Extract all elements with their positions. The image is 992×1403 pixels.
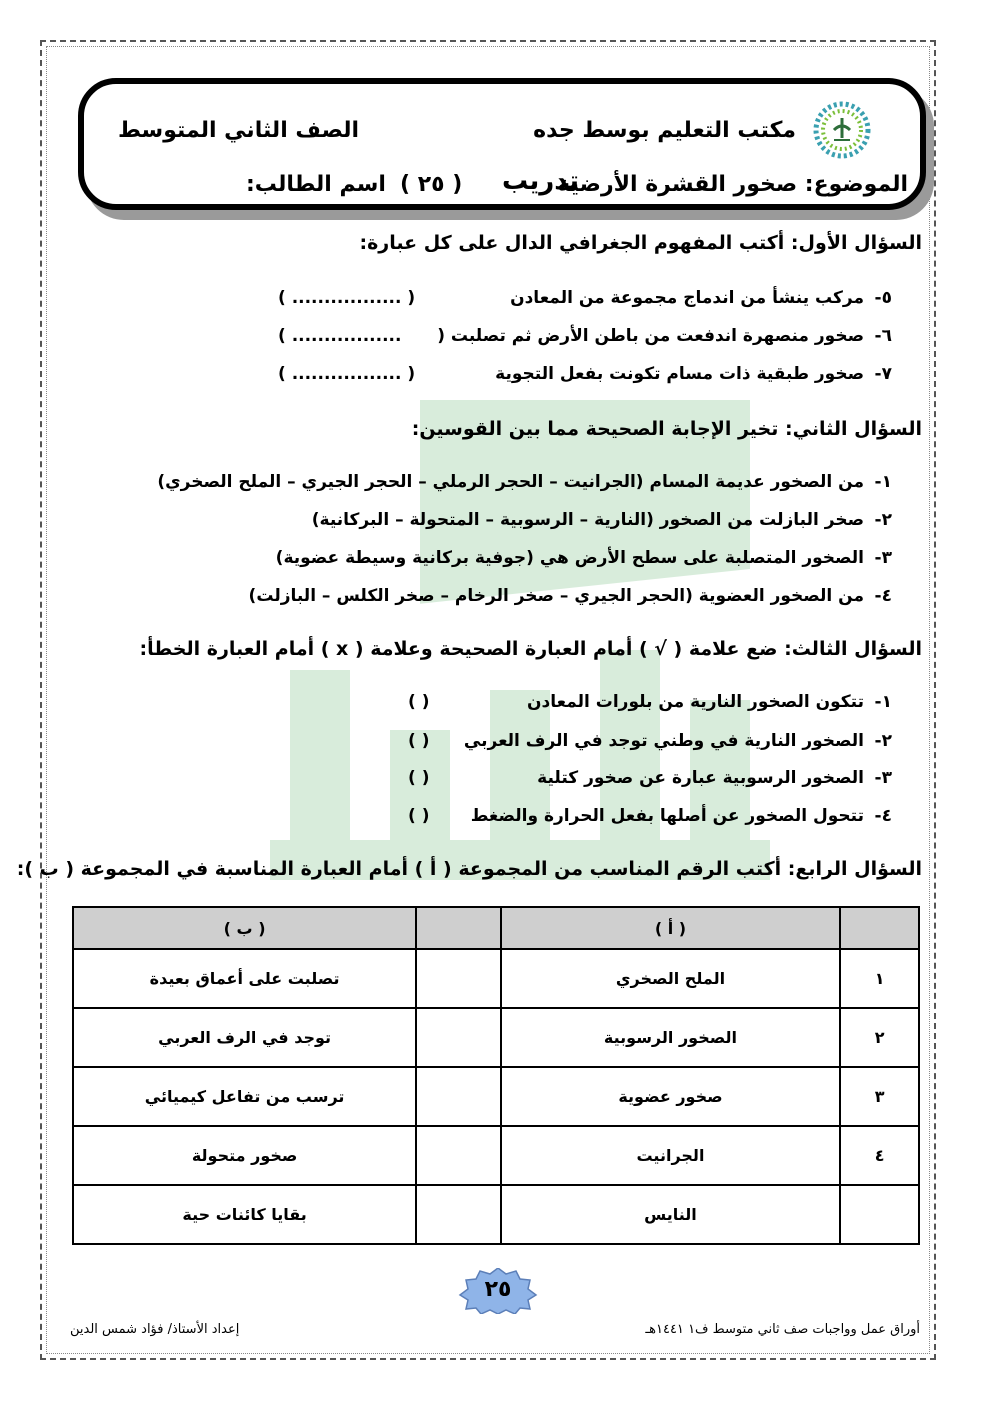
q2-item-text: من الصخور العضوية (الحجر الجيري – صخر الرخام – صخر الكلس – البازلت) xyxy=(248,586,864,606)
table-header-row xyxy=(73,907,919,949)
table-row xyxy=(73,1126,919,1185)
row-number: ١ xyxy=(840,949,919,1008)
saudi-ministry-logo-icon xyxy=(812,100,872,160)
topic-label: الموضوع: صخور القشرة الأرضية xyxy=(557,172,908,197)
col-b-cell: بقايا كائنات حية xyxy=(73,1185,416,1244)
table-row xyxy=(73,1067,919,1126)
q3-answer-box[interactable]: ( ) xyxy=(408,692,430,712)
q2-title: السؤال الثاني: تخير الإجابة الصحيحة مما بين القوسين: xyxy=(411,418,922,440)
col-a-cell: صخور عضوية xyxy=(501,1067,840,1126)
q2-item-num: ٢- xyxy=(874,510,892,530)
q3-item-num: ٣- xyxy=(874,768,892,788)
grade-label: الصف الثاني المتوسط xyxy=(118,118,360,143)
school-office: مكتب التعليم بوسط جده xyxy=(533,118,796,143)
q1-answer-blank[interactable]: ( ................. ) xyxy=(278,364,416,384)
q1-answer-blank[interactable]: ( ................. ) xyxy=(278,288,416,308)
header-answer-cell xyxy=(416,907,501,949)
q2-item-text: من الصخور عديمة المسام (الجرانيت – الحجر الرملي – الحجر الجيري – الملح الصخري) xyxy=(157,472,864,492)
page-number: ٢٥ xyxy=(484,1277,512,1302)
q3-title: السؤال الثالث: ضع علامة ( √ ) أمام العبارة الصحيحة وعلامة ( x ) أمام العبارة الخطأ: xyxy=(139,638,922,660)
q3-answer-box[interactable]: ( ) xyxy=(408,768,430,788)
col-b-cell: توجد في الرف العربي xyxy=(73,1008,416,1067)
q2-item-num: ٤- xyxy=(874,586,892,606)
answer-cell[interactable] xyxy=(416,1185,501,1244)
q2-item-num: ١- xyxy=(874,472,892,492)
q1-item-text: صخور طبقية ذات مسام تكونت بفعل التجوية xyxy=(495,364,864,384)
col-a-cell: الملح الصخري xyxy=(501,949,840,1008)
q1-answer-blank[interactable]: ................. ) xyxy=(278,326,402,346)
col-a-cell: الجرانيت xyxy=(501,1126,840,1185)
footer-author: إعداد الأستاذ/ فؤاد شمس الدين xyxy=(70,1322,240,1337)
q1-item-text: صخور منصهرة اندفعت من باطن الأرض ثم تصلبت ( xyxy=(437,326,864,346)
q1-item-num: ٦- xyxy=(874,326,892,346)
student-name-label: اسم الطالب: xyxy=(246,172,386,197)
q3-answer-box[interactable]: ( ) xyxy=(408,806,430,826)
col-b-cell: صخور متحولة xyxy=(73,1126,416,1185)
q3-item-num: ١- xyxy=(874,692,892,712)
table-row xyxy=(73,1185,919,1244)
row-number: ٣ xyxy=(840,1067,919,1126)
q1-item-num: ٥- xyxy=(874,288,892,308)
answer-cell[interactable] xyxy=(416,1126,501,1185)
header-num-cell xyxy=(840,907,919,949)
q2-item-text: الصخور المتصلبة على سطح الأرض هي (جوفية بركانية وسيطة عضوية) xyxy=(275,548,864,568)
exercise-number: ( ٢٥ ) xyxy=(400,172,463,197)
q3-answer-box[interactable]: ( ) xyxy=(408,731,430,751)
col-b-cell: تصلبت على أعماق بعيدة xyxy=(73,949,416,1008)
q4-title: السؤال الرابع: أكتب الرقم المناسب من المجموعة ( أ ) أمام العبارة المناسبة في المجموعة ( ب ): xyxy=(16,858,922,880)
answer-cell[interactable] xyxy=(416,949,501,1008)
answer-cell[interactable] xyxy=(416,1067,501,1126)
header-col-a: ( أ ) xyxy=(501,907,840,949)
answer-cell[interactable] xyxy=(416,1008,501,1067)
q3-item-num: ٢- xyxy=(874,731,892,751)
q3-item-text: الصخور النارية في وطني توجد في الرف العربي xyxy=(463,731,864,751)
row-number xyxy=(840,1185,919,1244)
col-b-cell: ترسب من تفاعل كيميائي xyxy=(73,1067,416,1126)
q3-item-text: الصخور الرسوبية عبارة عن صخور كتلية xyxy=(537,768,864,788)
row-number: ٢ xyxy=(840,1008,919,1067)
q1-item-text: مركب ينشأ من اندماج مجموعة من المعادن xyxy=(510,288,864,308)
row-number: ٤ xyxy=(840,1126,919,1185)
q3-item-num: ٤- xyxy=(874,806,892,826)
q2-item-text: صخر البازلت من الصخور (النارية – الرسوبية – المتحولة – البركانية) xyxy=(311,510,864,530)
matching-table xyxy=(72,906,920,1245)
header-col-b: ( ب ) xyxy=(73,907,416,949)
q3-item-text: تتكون الصخور النارية من بلورات المعادن xyxy=(527,692,864,712)
exercise-label: تدريب xyxy=(502,166,580,196)
q2-item-num: ٣- xyxy=(874,548,892,568)
table-row xyxy=(73,1008,919,1067)
footer-title: أوراق عمل وواجبات صف ثاني متوسط ف١ ١٤٤١هـ xyxy=(645,1322,920,1337)
q1-title: السؤال الأول: أكتب المفهوم الجغرافي الدال على كل عبارة: xyxy=(359,232,922,254)
table-row xyxy=(73,949,919,1008)
col-a-cell: الصخور الرسوبية xyxy=(501,1008,840,1067)
q3-item-text: تتحول الصخور عن أصلها بفعل الحرارة والضغط xyxy=(470,806,864,826)
col-a-cell: النايس xyxy=(501,1185,840,1244)
q1-item-num: ٧- xyxy=(874,364,892,384)
